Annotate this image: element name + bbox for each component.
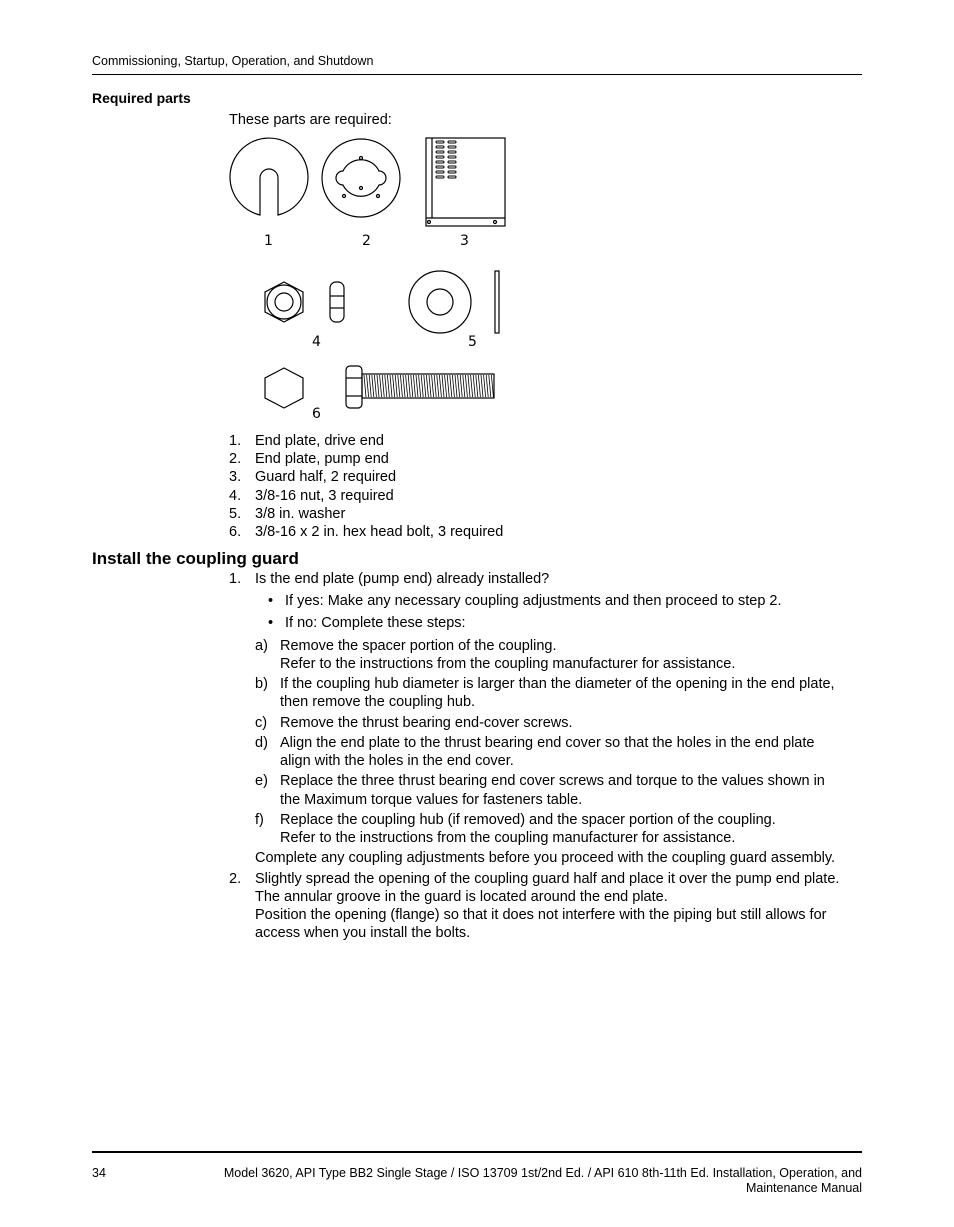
figure-number-2: 2 bbox=[362, 233, 371, 249]
substep-label: a) bbox=[255, 638, 268, 654]
list-item bbox=[229, 523, 503, 541]
footer-document-title bbox=[142, 1166, 862, 1196]
substep-text: the Maximum torque values for fasteners table. bbox=[280, 792, 583, 808]
list-item bbox=[229, 505, 503, 523]
substep-label: e) bbox=[255, 773, 268, 789]
end-plate-pump-end-drawing bbox=[322, 139, 400, 217]
substep-text: Remove the spacer portion of the coupling. bbox=[280, 638, 557, 654]
substep-text: align with the holes in the end cover. bbox=[280, 753, 514, 769]
substep-text: then remove the coupling hub. bbox=[280, 694, 476, 710]
step-1-number: 1. bbox=[229, 571, 242, 587]
washer-side-drawing bbox=[495, 271, 499, 333]
header-divider bbox=[92, 74, 862, 75]
bullet-icon: • bbox=[268, 615, 274, 631]
parts-list bbox=[229, 432, 503, 541]
substep-label: f) bbox=[255, 812, 264, 828]
list-item bbox=[229, 468, 503, 486]
list-item bbox=[229, 450, 503, 468]
page-number: 34 bbox=[92, 1166, 106, 1180]
guard-half-slots bbox=[436, 141, 456, 178]
required-parts-figure bbox=[225, 132, 515, 427]
footer-title-line-1: Model 3620, API Type BB2 Single Stage / ISO 13709 1st/2nd Ed. / API 610 8th-11th Ed. Installation, Operation, and bbox=[223, 1166, 862, 1180]
substep-text: If the coupling hub diameter is larger than the diameter of the opening in the end plate, bbox=[280, 676, 835, 692]
figure-number-5: 5 bbox=[468, 334, 477, 350]
list-text: End plate, drive end bbox=[255, 433, 384, 449]
bolt-head-drawing bbox=[265, 368, 303, 408]
list-item bbox=[229, 432, 503, 450]
bolt-threads bbox=[364, 375, 493, 397]
step-2-text: The annular groove in the guard is located around the end plate. bbox=[255, 889, 668, 905]
list-number: 5. bbox=[229, 505, 242, 522]
substep-text: Align the end plate to the thrust bearing end cover so that the holes in the end plate bbox=[280, 735, 815, 751]
step-2-text: Position the opening (flange) so that it does not interfere with the piping but still allows for bbox=[255, 907, 827, 923]
substep-text: Replace the three thrust bearing end cover screws and torque to the values shown in bbox=[280, 773, 825, 789]
list-text: 3/8-16 x 2 in. hex head bolt, 3 required bbox=[255, 523, 504, 540]
bullet-no-text: If no: Complete these steps: bbox=[285, 615, 466, 631]
washer-drawing bbox=[409, 271, 471, 333]
nut-side-drawing bbox=[330, 282, 344, 322]
footer-divider bbox=[92, 1151, 862, 1153]
nut-drawing bbox=[265, 282, 303, 322]
list-number: 3. bbox=[229, 469, 242, 486]
substep-text: Replace the coupling hub (if removed) and the spacer portion of the coupling. bbox=[280, 812, 776, 828]
list-text: 3/8 in. washer bbox=[255, 505, 346, 522]
step-2-text: Slightly spread the opening of the coupling guard half and place it over the pump end plate. bbox=[255, 871, 840, 887]
install-heading: Install the coupling guard bbox=[92, 549, 299, 568]
list-number: 2. bbox=[229, 451, 242, 468]
required-parts-intro: These parts are required: bbox=[229, 112, 392, 128]
running-header: Commissioning, Startup, Operation, and Shutdown bbox=[92, 54, 374, 68]
figure-number-1: 1 bbox=[264, 233, 273, 249]
substep-label: b) bbox=[255, 676, 268, 692]
bullet-yes-text: If yes: Make any necessary coupling adjustments and then proceed to step 2. bbox=[285, 593, 782, 609]
figure-number-3: 3 bbox=[460, 233, 469, 249]
substep-text: Refer to the instructions from the coupling manufacturer for assistance. bbox=[280, 656, 736, 672]
figure-number-6: 6 bbox=[312, 406, 321, 422]
required-parts-heading: Required parts bbox=[92, 90, 191, 106]
list-number: 1. bbox=[229, 433, 242, 449]
step-1-closing: Complete any coupling adjustments before you proceed with the coupling guard assembly. bbox=[255, 850, 836, 866]
list-item bbox=[229, 487, 503, 505]
substep-text: Remove the thrust bearing end-cover screws. bbox=[280, 715, 573, 731]
substep-text: Refer to the instructions from the coupling manufacturer for assistance. bbox=[280, 830, 736, 846]
substep-label: c) bbox=[255, 715, 268, 731]
step-2-text: access when you install the bolts. bbox=[255, 925, 471, 941]
list-number: 6. bbox=[229, 523, 242, 540]
end-plate-drive-end-drawing bbox=[230, 138, 308, 215]
bullet-icon: • bbox=[268, 593, 274, 609]
footer-title-line-2: Maintenance Manual bbox=[745, 1181, 862, 1195]
substep-label: d) bbox=[255, 735, 268, 751]
step-1-text: Is the end plate (pump end) already installed? bbox=[255, 571, 550, 587]
figure-number-4: 4 bbox=[312, 334, 321, 350]
list-text: End plate, pump end bbox=[255, 451, 389, 468]
list-number: 4. bbox=[229, 487, 242, 504]
step-2-number: 2. bbox=[229, 871, 242, 887]
list-text: 3/8-16 nut, 3 required bbox=[255, 487, 394, 504]
list-text: Guard half, 2 required bbox=[255, 469, 397, 486]
